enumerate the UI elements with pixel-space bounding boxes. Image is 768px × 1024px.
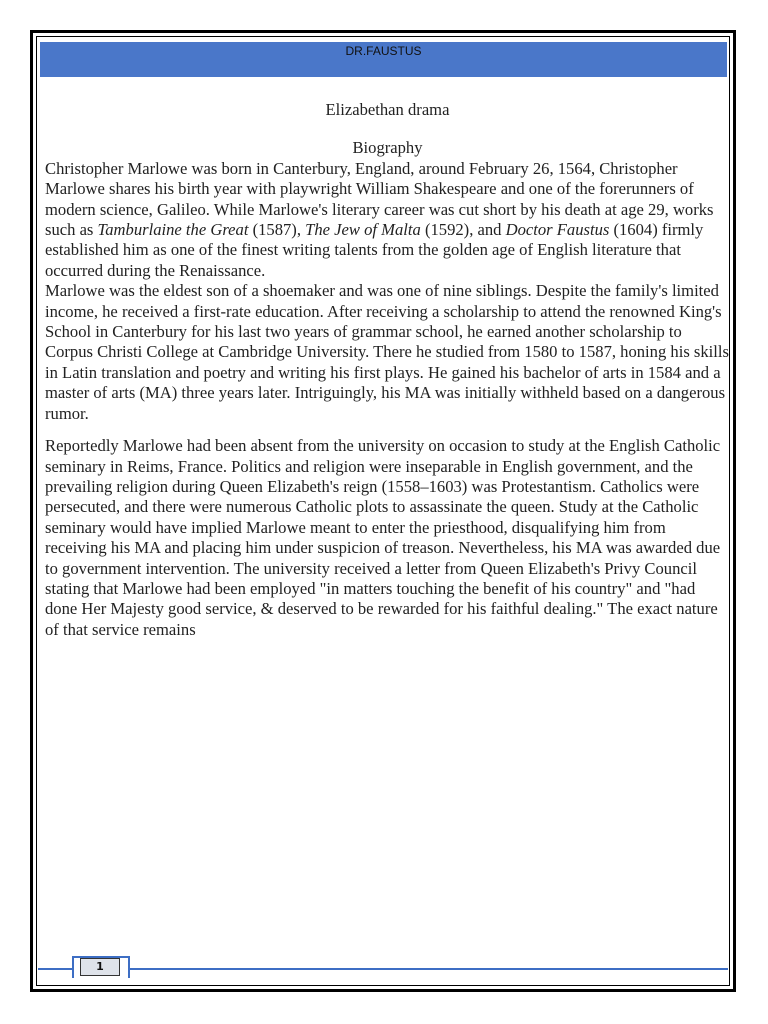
paragraph-1-text-b: (1587),: [248, 220, 306, 240]
document-heading: Elizabethan drama: [325, 100, 450, 119]
paragraph-2: Marlowe was the eldest son of a shoemaker and was one of nine siblings. Despite the family's limited income, he received a first-rate education. After receiving a scholarship to attend the renowned King's School in Canterbury for his last two years of grammar school, he earned another scholarship to Corpus Christi College at Cambridge University. There he studied from 1580 to 1587, honing his skills in Latin translation and poetry and writing his first plays. He gained his bachelor of arts in 1584 and a master of arts (MA) three years later. Intriguingly, his MA was initially withheld based on a dangerous rumor.: [45, 281, 729, 423]
paragraph-1-text-c: (1592), and: [420, 220, 506, 240]
paragraph-1: [45, 159, 730, 281]
footer-line: [38, 968, 728, 970]
header-title: DR.FAUSTUS: [345, 44, 422, 58]
work-title-tamburlaine: Tamburlaine the Great: [97, 220, 249, 240]
work-title-doctor-faustus: Doctor Faustus: [505, 220, 610, 240]
page-number: 1: [80, 958, 120, 976]
work-title-jew-of-malta: The Jew of Malta: [305, 220, 421, 240]
paragraph-1-text-d: (1604) firmly established him as one of the finest writing talents from the golden age of English literature that occurred during the Renaissance.: [45, 220, 704, 280]
paragraph-3: Reportedly Marlowe had been absent from the university on occasion to study at the English Catholic seminary in Reims, France. Politics and religion were inseparable in English government, and the prevailing religion during Queen Elizabeth's reign (1558–1603) was Protestantism. Catholics were persecuted, and there were numerous Catholic plots to assassinate the queen. Study at the Catholic seminary would have implied Marlowe meant to enter the priesthood, disqualifying him from receiving his MA and placing him under suspicion of treason. Nevertheless, his MA was awarded due to government intervention. The university received a letter from Queen Elizabeth's Privy Council stating that Marlowe had been employed "in matters touching the benefit of his country" and "had done Her Majesty good service, & deserved to be rewarded for his faithful dealing." The exact nature of that service remains: [45, 436, 721, 639]
document-subheading: Biography: [352, 138, 423, 158]
paragraph-1-text-a: Christopher Marlowe was born in Canterbury, England, around February 26, 1564, Christopher Marlowe shares his birth year with playwright William Shakespeare and one of the forerunners of modern science, Galileo. While Marlowe's literary career was cut short by his death at age 29, works such as: [45, 158, 714, 240]
document-body: [45, 100, 730, 640]
